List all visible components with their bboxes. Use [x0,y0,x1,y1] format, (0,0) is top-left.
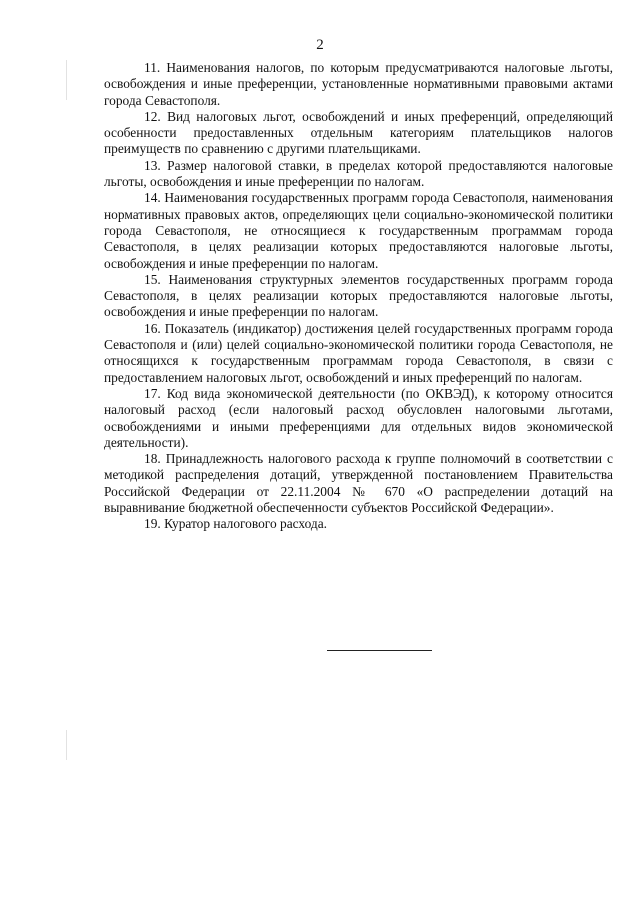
list-item-15: 15. Наименования структурных элементов государственных программ города Севастополя, в целях реализации которых предоставляются налоговые льготы, освобождения и иные преференции по налогам. [104,271,613,320]
list-item-16: 16. Показатель (индикатор) достижения целей государственных программ города Севастополя и (или) целей социально-экономической политики города Севастополя, не относящихся к государственным программам города Севастополя, в связи с предоставлением налоговых льгот, освобождений и иных преференций по налогам. [104,320,613,385]
list-item-11: 11. Наименования налогов, по которым предусматриваются налоговые льготы, освобождения и иные преференции, установленные нормативными правовыми актами города Севастополя. [104,60,613,108]
list-item-18: 18. Принадлежность налогового расхода к группе полномочий в соответствии с методикой распределения дотаций, утвержденной постановлением Правительства Российской Федерации от 22.11.2004 № 670 «О распределении дотаций на выравнивание бюджетной обеспеченности субъектов Российской Федерации». [104,451,613,516]
end-of-document-rule [327,650,432,651]
document-body [104,60,613,533]
list-item-13: 13. Размер налоговой ставки, в пределах которой предоставляются налоговые льготы, освобождения и иные преференции по налогам. [104,157,613,190]
scan-margin-mark [66,730,67,760]
list-item-14: 14. Наименования государственных программ города Севастополя, наименования нормативных правовых актов, определяющих цели социально-экономической политики города Севастополя, не относящиеся к государственным программам города Севастополя, в целях реализации которых предоставляются налоговые льготы, освобождения и иные преференции по налогам. [104,190,613,271]
list-item-12: 12. Вид налоговых льгот, освобождений и иных преференций, определяющий особенности предоставленных отдельным категориям плательщиков налогов преимуществ по сравнению с другими плательщиками. [104,108,613,157]
list-item-19: 19. Куратор налогового расхода. [144,516,328,532]
page-number: 2 [316,37,324,53]
scan-margin-mark [66,60,67,100]
list-item-17: 17. Код вида экономической деятельности (по ОКВЭД), к которому относится налоговый расход (если налоговый расход обусловлен налоговыми льготами, освобождениями и иными преференциями для отдельных видов экономической деятельности). [104,385,613,450]
